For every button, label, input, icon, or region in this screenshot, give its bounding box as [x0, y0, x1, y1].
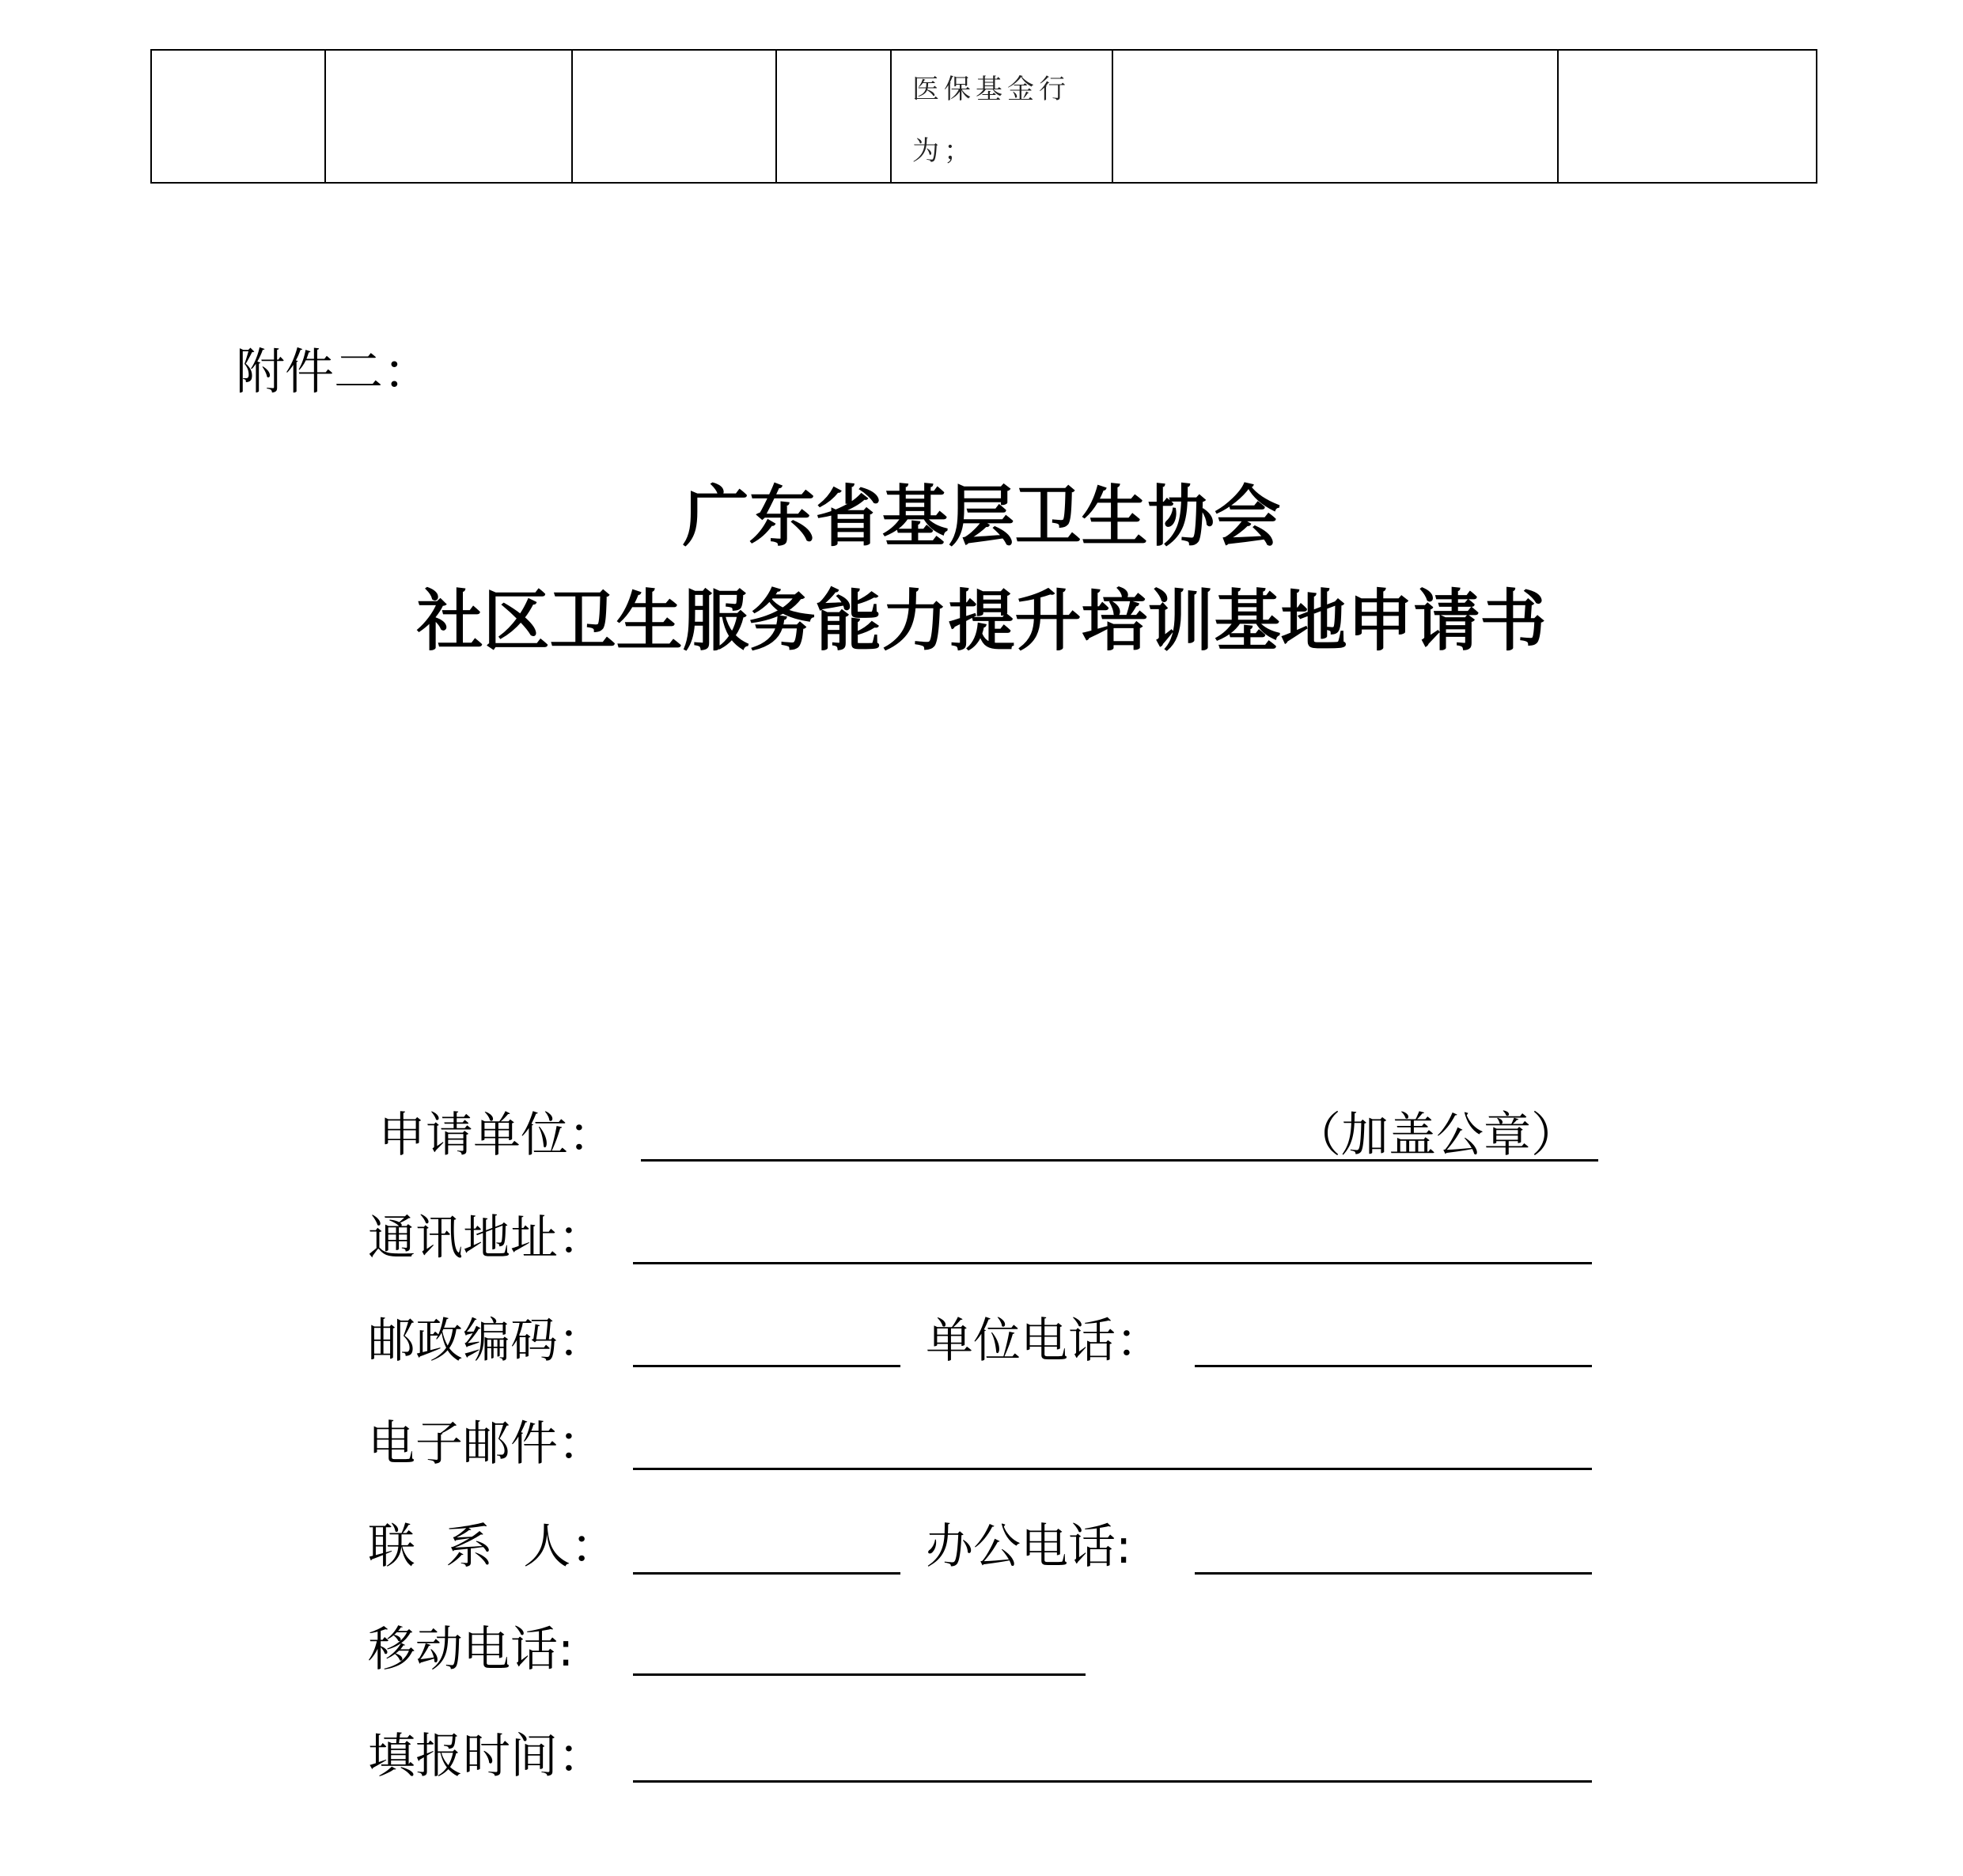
top-table-fragment	[150, 49, 1817, 184]
table-cell	[1558, 50, 1817, 183]
cell-text-line1: 医保基金行	[912, 74, 1071, 105]
table-cell	[572, 50, 776, 183]
unit-phone-label: 单位电话：	[926, 1313, 1163, 1369]
table-cell	[776, 50, 891, 183]
date-field[interactable]	[633, 1780, 1592, 1783]
attachment-label: 附件二：	[236, 343, 433, 400]
postal-field[interactable]	[633, 1365, 900, 1367]
contact-field[interactable]	[633, 1572, 900, 1575]
table-cell	[1112, 50, 1558, 183]
table-cell	[151, 50, 325, 183]
unit-phone-field[interactable]	[1195, 1365, 1592, 1367]
contact-label: 联 系 人：	[368, 1519, 619, 1575]
email-label: 电子邮件：	[368, 1416, 605, 1472]
mobile-label: 移动电话:	[368, 1622, 574, 1677]
title-line2: 社区卫生服务能力提升培训基地申请书	[416, 582, 1547, 660]
postal-label: 邮政编码：	[368, 1313, 605, 1369]
email-field[interactable]	[633, 1468, 1592, 1470]
address-field[interactable]	[633, 1262, 1592, 1264]
address-label: 通讯地址：	[368, 1211, 605, 1266]
date-label: 填报时间：	[368, 1729, 605, 1784]
cell-text-line2: 为；	[912, 135, 976, 167]
table-cell-text	[891, 50, 1112, 183]
mobile-field[interactable]	[633, 1673, 1086, 1676]
office-phone-field[interactable]	[1195, 1572, 1592, 1575]
applicant-label: 申请单位：	[378, 1108, 616, 1163]
table-cell	[325, 50, 572, 183]
title-line1: 广东省基层卫生协会	[682, 477, 1281, 555]
seal-note: （加盖公章）	[1294, 1108, 1578, 1163]
office-phone-label: 办公电话:	[926, 1519, 1132, 1575]
table-row	[151, 50, 1817, 183]
